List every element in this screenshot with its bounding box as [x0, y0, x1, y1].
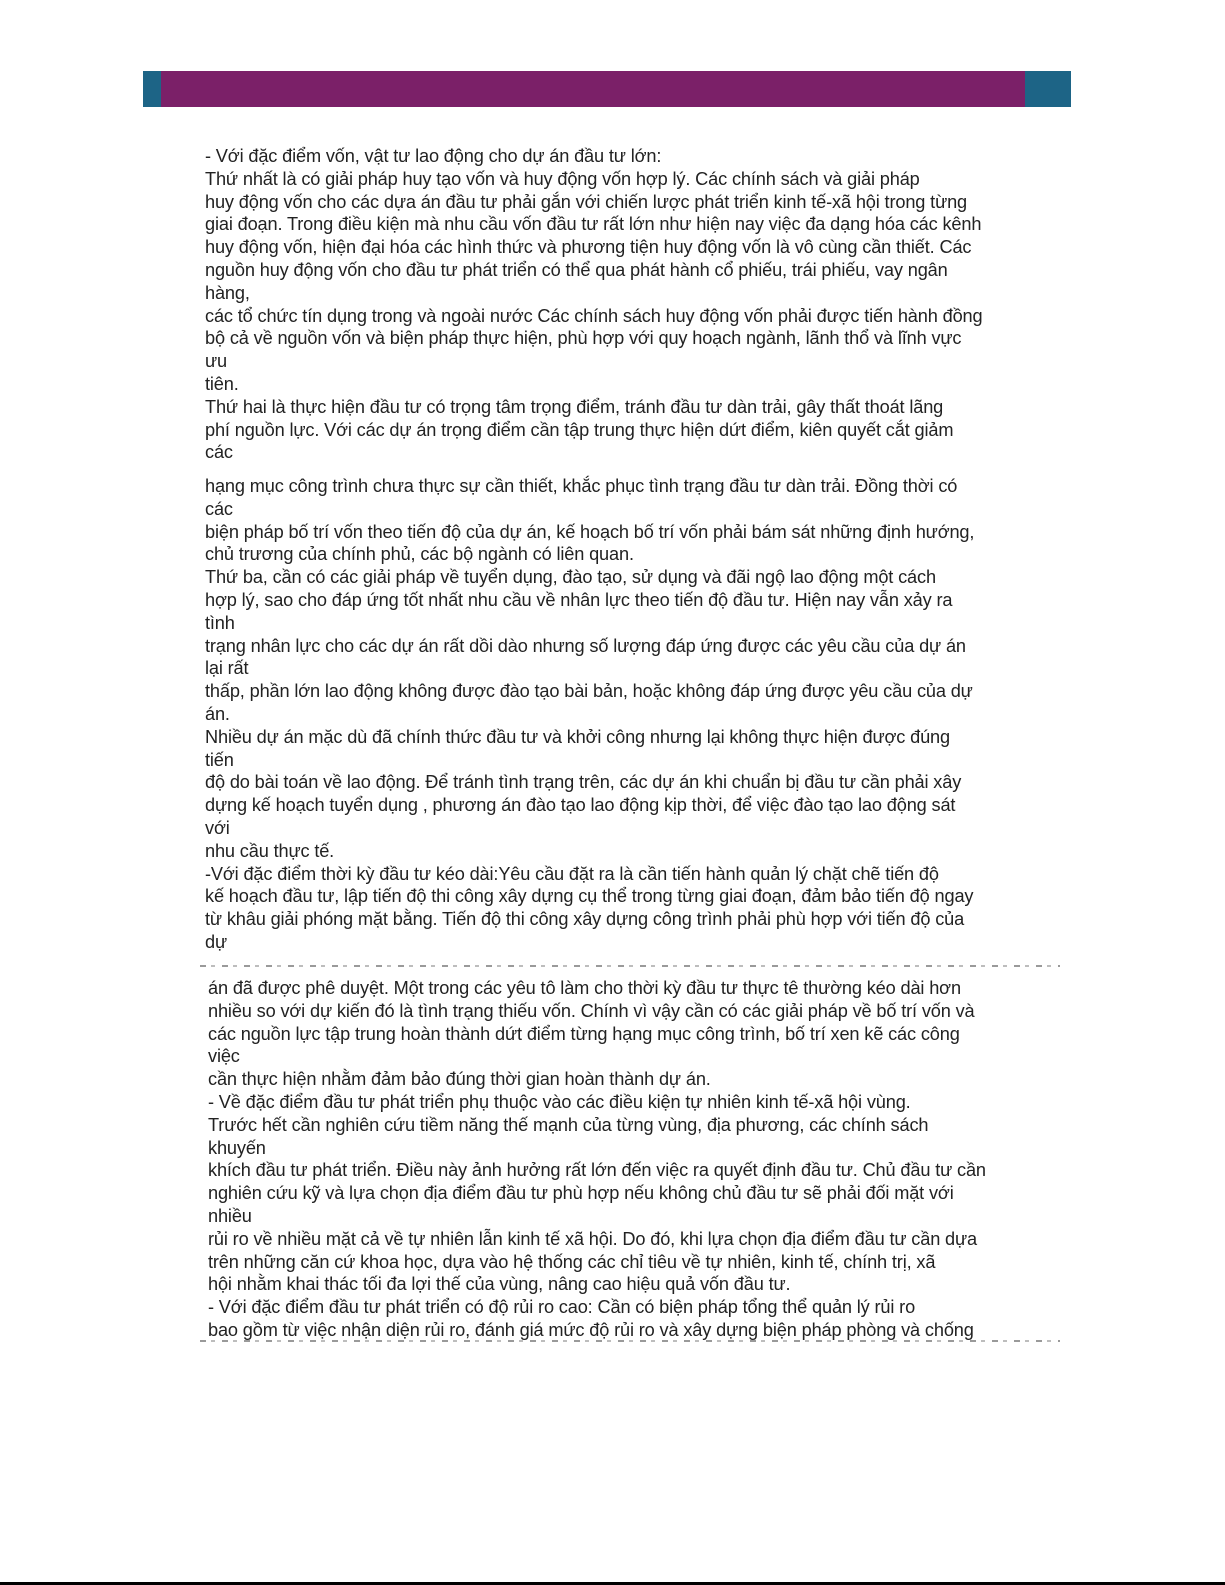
text-line: nhu cầu thực tế.: [205, 840, 335, 861]
text-line: án.: [205, 703, 230, 724]
text-line: cần thực hiện nhằm đảm bảo đúng thời gian hoàn thành dự án.: [208, 1069, 711, 1090]
text-line: biện pháp bố trí vốn theo tiến độ của dự án, kế hoạch bố trí vốn phải bám sát những định hướng,: [205, 521, 975, 542]
text-line: nhiều: [208, 1205, 252, 1226]
text-line: án đã được phê duyệt. Một trong các yêu tô làm cho thời kỳ đầu tư thực tê thường kéo dài hơn: [208, 978, 961, 998]
text-line: dựng kế hoạch tuyển dụng , phương án đào tạo lao động kịp thời, để việc đào tạo lao động sát: [205, 795, 956, 816]
text-line: các: [205, 442, 233, 463]
text-line: tiến: [205, 749, 234, 770]
text-block-2: [205, 475, 1085, 954]
text-line: từ khâu giải phóng mặt bằng. Tiến độ thi công xây dựng công trình phải phù hợp với tiến độ của: [205, 909, 965, 930]
text-line: khích đầu tư phát triển. Điều này ảnh hưởng rất lớn đến việc ra quyết định đầu tư. Chủ đầu tư cần: [208, 1160, 986, 1181]
text-block-1: [205, 145, 1085, 464]
text-line: hội nhằm khai thác tối đa lợi thế của vùng, nâng cao hiệu quả vốn đầu tư.: [208, 1274, 791, 1295]
text-line: Thứ hai là thực hiện đầu tư có trọng tâm trọng điểm, tránh đầu tư dàn trải, gây thất thoát lãng: [205, 396, 944, 417]
text-line: lại rất: [205, 658, 249, 679]
header-bar-left-accent: [143, 71, 161, 107]
text-line: tình: [205, 612, 235, 633]
text-line: huy động vốn, hiện đại hóa các hình thức và phương tiện huy động vốn là vô cùng cần thiết. Các: [205, 237, 972, 258]
text-line: huy động vốn cho các dựa án đầu tư phải gắn với chiến lược phát triển kinh tế-xã hội trong từng: [205, 191, 968, 212]
text-line: - Với đặc điểm đầu tư phát triển có độ rủi ro cao: Cần có biện pháp tổng thể quản lý rủi ro: [208, 1297, 916, 1318]
clipped-text-line: [200, 963, 1080, 969]
text-line: các tổ chức tín dụng trong và ngoài nước Các chính sách huy động vốn phải được tiến hành đồng: [205, 305, 983, 326]
text-line: hạng mục công trình chưa thực sự cần thiết, khắc phục tình trạng đầu tư dàn trải. Đồng thời có: [205, 476, 958, 496]
text-line: nguồn huy động vốn cho đầu tư phát triển có thể qua phát hành cổ phiếu, trái phiếu, vay ngân: [205, 259, 948, 280]
text-line: rủi ro về nhiều mặt cả về tự nhiên lẫn kinh tế xã hội. Do đó, khi lựa chọn địa điểm đầu tư cần dựa: [208, 1228, 978, 1249]
text-line: trên những căn cứ khoa học, dựa vào hệ thống các chỉ tiêu về tự nhiên, kinh tế, chính trị, xã: [208, 1251, 936, 1272]
header-bar: [143, 71, 1071, 107]
text-line: nhiều so với dự kiến đó là tình trạng thiếu vốn. Chính vì vậy cần có các giải pháp về bố trí vốn và: [208, 1000, 975, 1021]
text-line: giai đoạn. Trong điều kiện mà nhu cầu vốn đầu tư rất lớn như hiện nay việc đa dạng hóa các kênh: [205, 214, 982, 235]
clipped-text-line: [200, 1338, 1080, 1344]
text-line: -Với đặc điểm thời kỳ đầu tư kéo dài:Yêu cầu đặt ra là cần tiến hành quản lý chặt chẽ tiến độ: [205, 863, 939, 884]
text-line: bộ cả về nguồn vốn và biện pháp thực hiện, phù hợp với quy hoạch ngành, lãnh thổ và lĩnh vực: [205, 328, 962, 349]
text-line: ưu: [205, 351, 227, 372]
text-line: bao gồm từ việc nhận diện rủi ro, đánh giá mức độ rủi ro và xây dựng biện pháp phòng và chống: [208, 1319, 974, 1340]
text-line: thấp, phần lớn lao động không được đào tạo bài bản, hoặc không đáp ứng được yêu cầu của dự: [205, 681, 973, 702]
text-line: Trước hết cần nghiên cứu tiềm năng thế mạnh của từng vùng, địa phương, các chính sách: [208, 1114, 929, 1135]
text-line: hợp lý, sao cho đáp ứng tốt nhất nhu cầu về nhân lực theo tiến độ đầu tư. Hiện nay vẫn xảy ra: [205, 589, 953, 610]
text-line: chủ trương của chính phủ, các bộ ngành có liên quan.: [205, 544, 634, 565]
text-line: hàng,: [205, 282, 250, 303]
text-line: độ do bài toán về lao động. Để tránh tình trạng trên, các dự án khi chuẩn bị đầu tư cần phải xây: [205, 772, 962, 793]
text-line: tiên.: [205, 373, 239, 394]
text-line: khuyến: [208, 1137, 266, 1158]
text-block-3: [208, 977, 1088, 1342]
text-line: các nguồn lực tập trung hoàn thành dứt điểm từng hạng mục công trình, bố trí xen kẽ các công: [208, 1023, 960, 1044]
header-bar-right-accent: [1025, 71, 1071, 107]
text-line: Nhiều dự án mặc dù đã chính thức đầu tư và khởi công nhưng lại không thực hiện được đúng: [205, 726, 950, 747]
text-line: việc: [208, 1046, 240, 1067]
text-line: Thứ nhất là có giải pháp huy tạo vốn và huy động vốn hợp lý. Các chính sách và giải pháp: [205, 168, 920, 189]
text-line: phí nguồn lực. Với các dự án trọng điểm cần tập trung thực hiện dứt điểm, kiên quyết cắt giảm: [205, 419, 954, 440]
text-line: với: [205, 817, 230, 838]
text-line: Thứ ba, cần có các giải pháp về tuyển dụng, đào tạo, sử dụng và đãi ngộ lao động một cách: [205, 567, 936, 588]
text-line: dự: [205, 931, 227, 952]
text-line: kế hoạch đầu tư, lập tiến độ thi công xây dựng cụ thể trong từng giai đoạn, đảm bảo tiến độ ngay: [205, 886, 974, 907]
text-line: trạng nhân lực cho các dự án rất dồi dào nhưng số lượng đáp ứng được các yêu cầu của dự án: [205, 635, 966, 656]
text-line: - Về đặc điểm đầu tư phát triển phụ thuộc vào các điều kiện tự nhiên kinh tế-xã hội vùng.: [208, 1091, 911, 1112]
text-line: - Với đặc điểm vốn, vật tư lao động cho dự án đầu tư lớn:: [205, 146, 662, 166]
text-line: các: [205, 498, 233, 519]
text-line: nghiên cứu kỹ và lựa chọn địa điểm đầu tư phù hợp nếu không chủ đầu tư sẽ phải đối mặt với: [208, 1183, 954, 1204]
header-bar-center: [161, 71, 1025, 107]
